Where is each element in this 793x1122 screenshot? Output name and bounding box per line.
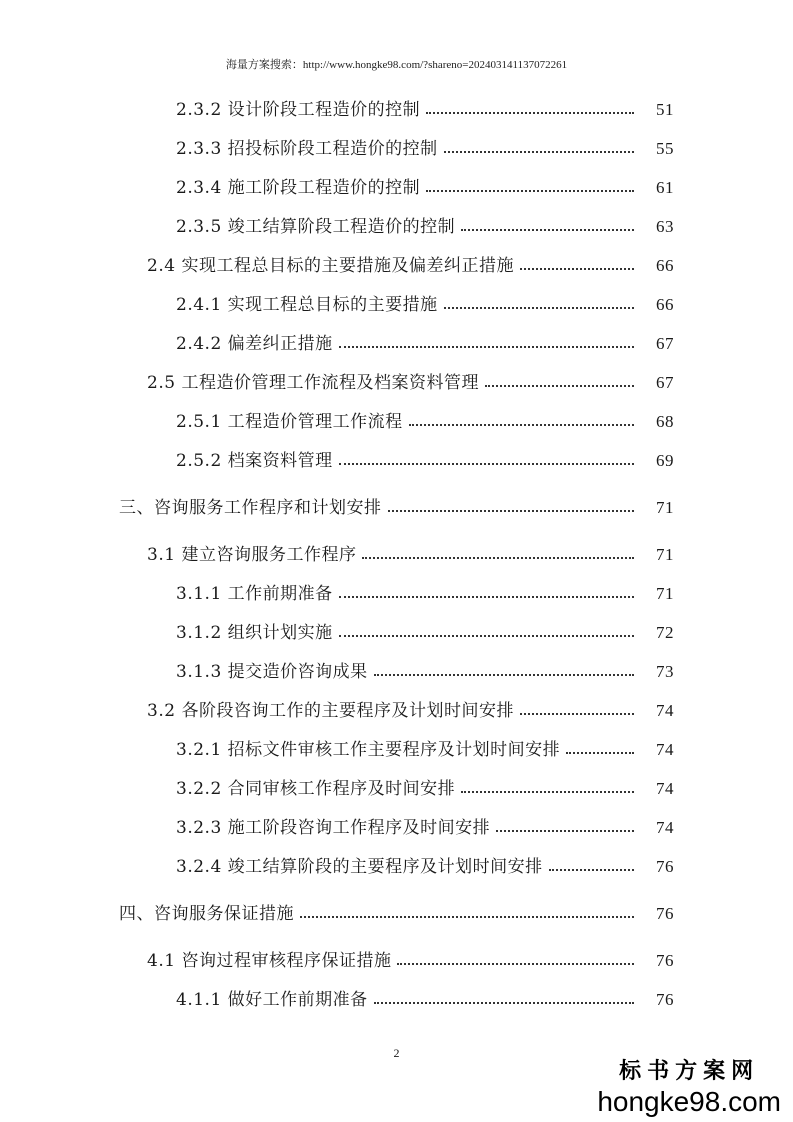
toc-entry[interactable] bbox=[0, 287, 793, 315]
toc-entry[interactable] bbox=[0, 654, 793, 682]
toc-entry-label: 2.3.3 招投标阶段工程造价的控制 bbox=[176, 139, 438, 159]
toc-entry[interactable] bbox=[0, 537, 793, 565]
toc-entry-page: 51 bbox=[656, 100, 674, 119]
toc-entry-page: 73 bbox=[656, 662, 674, 681]
toc-dot-leader bbox=[409, 424, 634, 426]
toc-entry-label: 3.2.3 施工阶段咨询工作程序及时间安排 bbox=[176, 818, 491, 838]
toc-entry-label: 三、咨询服务工作程序和计划安排 bbox=[119, 498, 382, 518]
toc-dot-leader bbox=[339, 346, 634, 348]
toc-entry[interactable] bbox=[0, 170, 793, 198]
page-header: 海量方案搜索：http://www.hongke98.com/?shareno=20240314113707226​1 bbox=[225, 59, 568, 71]
toc-dot-leader bbox=[520, 268, 634, 270]
toc-entry-page: 66 bbox=[656, 295, 674, 314]
toc-dot-leader bbox=[496, 830, 634, 832]
toc-entry-label: 3.2.2 合同审核工作程序及时间安排 bbox=[176, 779, 456, 799]
toc-entry-page: 76 bbox=[656, 990, 674, 1009]
toc-entry-label: 4.1 咨询过程审核程序保证措施 bbox=[147, 951, 392, 971]
toc-dot-leader bbox=[444, 307, 634, 309]
toc-entry-label: 2.4.2 偏差纠正措施 bbox=[176, 334, 333, 354]
toc-entry-page: 69 bbox=[656, 451, 674, 470]
toc-entry-label: 2.4 实现工程总目标的主要措施及偏差纠正措施 bbox=[147, 256, 514, 276]
toc-entry-page: 63 bbox=[656, 217, 674, 236]
toc-entry[interactable] bbox=[0, 896, 793, 924]
toc-dot-leader bbox=[426, 112, 634, 114]
toc-dot-leader bbox=[444, 151, 634, 153]
toc-entry-page: 74 bbox=[656, 818, 674, 837]
toc-entry-label: 3.2.4 竣工结算阶段的主要程序及计划时间安排 bbox=[176, 857, 543, 877]
toc-entry-page: 74 bbox=[656, 740, 674, 759]
toc-dot-leader bbox=[461, 229, 634, 231]
toc-entry-page: 55 bbox=[656, 139, 674, 158]
toc-entry-label: 2.5.1 工程造价管理工作流程 bbox=[176, 412, 403, 432]
toc-entry[interactable] bbox=[0, 365, 793, 393]
toc-entry-label: 2.5.2 档案资料管理 bbox=[176, 451, 333, 471]
toc-entry[interactable] bbox=[0, 576, 793, 604]
watermark-logo bbox=[597, 1058, 781, 1118]
toc-dot-leader bbox=[362, 557, 634, 559]
toc-entry-page: 71 bbox=[656, 498, 674, 517]
toc-entry[interactable] bbox=[0, 943, 793, 971]
toc-entry[interactable] bbox=[0, 131, 793, 159]
toc-dot-leader bbox=[339, 635, 634, 637]
toc-entry-label: 2.3.5 竣工结算阶段工程造价的控制 bbox=[176, 217, 456, 237]
toc-entry-label: 4.1.1 做好工作前期准备 bbox=[176, 990, 368, 1010]
toc-entry-label: 2.4.1 实现工程总目标的主要措施 bbox=[176, 295, 438, 315]
toc-dot-leader bbox=[520, 713, 634, 715]
toc-entry[interactable] bbox=[0, 849, 793, 877]
toc-entry-page: 76 bbox=[656, 857, 674, 876]
toc-entry-page: 66 bbox=[656, 256, 674, 275]
toc-entry-label: 3.1.3 提交造价咨询成果 bbox=[176, 662, 368, 682]
toc-entry-label: 四、咨询服务保证措施 bbox=[119, 904, 294, 924]
toc-entry-page: 61 bbox=[656, 178, 674, 197]
toc-entry-page: 76 bbox=[656, 904, 674, 923]
toc-dot-leader bbox=[397, 963, 634, 965]
toc-entry-label: 3.1.1 工作前期准备 bbox=[176, 584, 333, 604]
toc-entry-label: 3.2 各阶段咨询工作的主要程序及计划时间安排 bbox=[147, 701, 514, 721]
toc-entry-page: 67 bbox=[656, 334, 674, 353]
toc-entry-page: 74 bbox=[656, 779, 674, 798]
toc-entry[interactable] bbox=[0, 982, 793, 1010]
watermark-cn: 标书方案网 bbox=[619, 1059, 760, 1084]
toc-dot-leader bbox=[339, 596, 634, 598]
toc-entry[interactable] bbox=[0, 326, 793, 354]
toc-dot-leader bbox=[300, 916, 634, 918]
toc-entry[interactable] bbox=[0, 248, 793, 276]
toc-dot-leader bbox=[388, 510, 635, 512]
toc-entry[interactable] bbox=[0, 490, 793, 518]
toc-entry-label: 2.3.2 设计阶段工程造价的控制 bbox=[176, 100, 421, 120]
toc-dot-leader bbox=[426, 190, 634, 192]
toc-entry[interactable] bbox=[0, 209, 793, 237]
watermark-url: hongke98.com bbox=[597, 1086, 781, 1117]
toc-entry-label: 3.2.1 招标文件审核工作主要程序及计划时间安排 bbox=[176, 740, 561, 760]
toc-entry-page: 68 bbox=[656, 412, 674, 431]
toc-entry-page: 71 bbox=[656, 545, 674, 564]
toc-entry[interactable] bbox=[0, 404, 793, 432]
toc-entry-page: 76 bbox=[656, 951, 674, 970]
toc-dot-leader bbox=[461, 791, 634, 793]
toc-entry-label: 2.3.4 施工阶段工程造价的控制 bbox=[176, 178, 421, 198]
toc-dot-leader bbox=[339, 463, 634, 465]
toc-entry-label: 3.1 建立咨询服务工作程序 bbox=[147, 545, 357, 565]
toc-dot-leader bbox=[485, 385, 634, 387]
toc-entry-page: 67 bbox=[656, 373, 674, 392]
toc-dot-leader bbox=[374, 1002, 634, 1004]
toc-entry[interactable] bbox=[0, 771, 793, 799]
toc-entry[interactable] bbox=[0, 443, 793, 471]
toc-entry-label: 2.5 工程造价管理工作流程及档案资料管理 bbox=[147, 373, 479, 393]
toc-entry-page: 71 bbox=[656, 584, 674, 603]
toc-entry[interactable] bbox=[0, 732, 793, 760]
toc-dot-leader bbox=[374, 674, 634, 676]
toc-entry-label: 3.1.2 组织计划实施 bbox=[176, 623, 333, 643]
page-number: 2 bbox=[393, 1046, 400, 1060]
toc-entry[interactable] bbox=[0, 615, 793, 643]
toc-entry-page: 74 bbox=[656, 701, 674, 720]
toc-dot-leader bbox=[566, 752, 634, 754]
toc-entry-page: 72 bbox=[656, 623, 674, 642]
toc-dot-leader bbox=[549, 869, 634, 871]
toc-entry[interactable] bbox=[0, 693, 793, 721]
toc-entry[interactable] bbox=[0, 810, 793, 838]
toc-entry[interactable] bbox=[0, 92, 793, 120]
